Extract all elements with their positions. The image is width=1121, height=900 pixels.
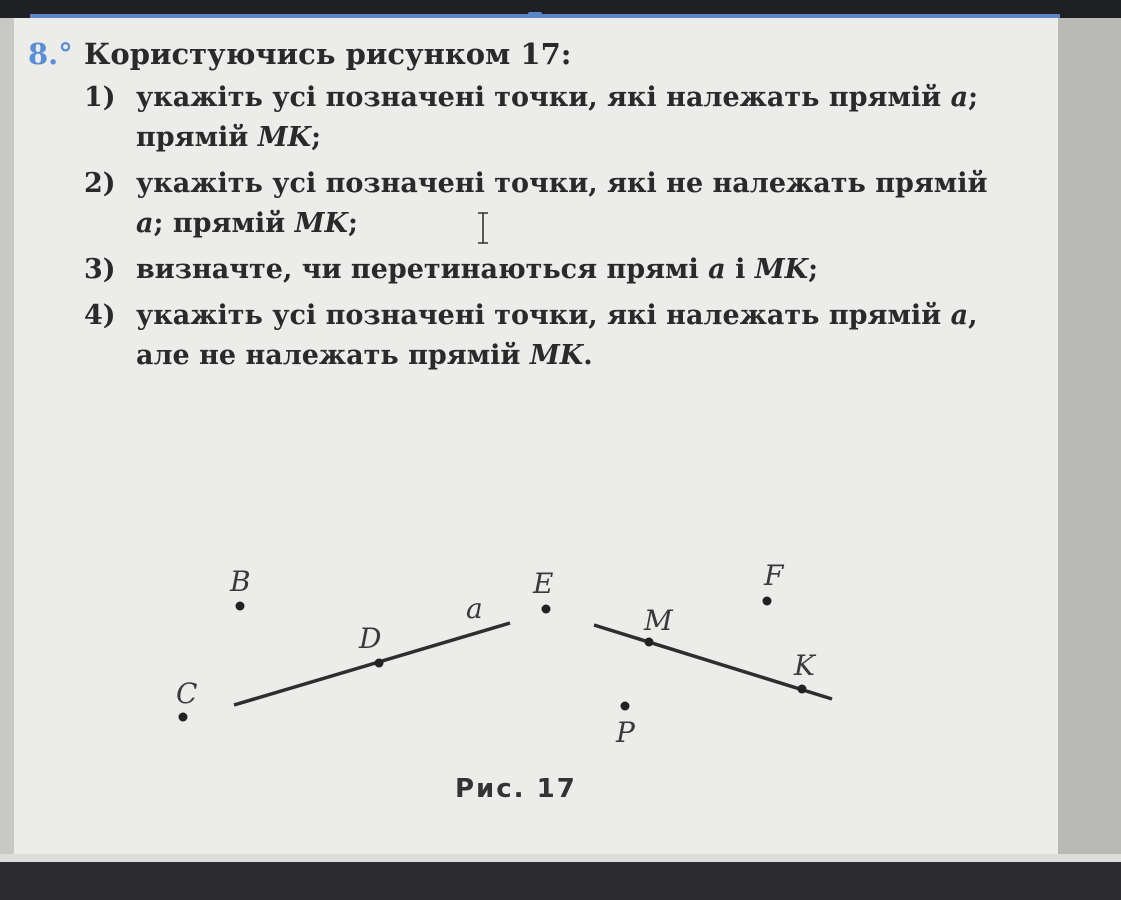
point-label-p: P [616,716,635,749]
line-name: a [136,208,154,239]
item-number: 1) [84,82,116,113]
point-label-f: F [764,559,784,592]
item-text: укажіть усі позначені точки, які не належать прямій [136,168,988,199]
item-text: укажіть усі позначені точки, які належать прямій [136,82,951,113]
point-p [621,702,630,711]
line-name: a [950,300,969,331]
point-label-e: E [533,567,554,600]
page-bottom-edge [0,854,1121,862]
point-label-m: M [644,604,673,637]
item-text: , але не належать прямій [136,300,978,371]
item-text: визначте, чи перетинаються прямі [136,254,709,285]
exercise-title: Користуючись рисунком 17: [84,37,572,71]
bottom-frame-bar [0,862,1121,900]
point-e [542,605,551,614]
line-name: a [950,82,969,113]
textbook-page [14,18,1058,854]
line-label-a: a [466,592,483,625]
point-label-c: C [176,677,198,710]
point-d [375,659,384,668]
item-text: укажіть усі позначені точки, які належать прямій [136,300,951,331]
line-name: MK [754,254,809,285]
exercise-number: 8.° [28,37,73,71]
item-text: ; прямій [136,82,979,153]
item-number: 3) [84,254,116,285]
figure-caption: Рис. 17 [455,774,577,804]
point-b [236,602,245,611]
point-label-b: B [230,565,251,598]
item-text: і [725,254,755,285]
line-name: a [708,254,726,285]
item-text: ; [808,254,819,285]
item-text: . [583,340,593,371]
point-label-d: D [359,622,382,655]
item-text: ; [347,208,358,239]
line-name: MK [294,208,348,239]
item-number: 4) [84,300,116,331]
point-k [798,685,807,694]
right-page-edge [1058,18,1121,860]
point-c [179,713,188,722]
item-number: 2) [84,168,116,199]
item-text: ; прямій [153,208,295,239]
point-f [763,597,772,606]
line-name: MK [529,340,584,371]
geometry-figure [14,18,1058,854]
left-page-edge [0,18,14,860]
point-m [645,638,654,647]
point-label-k: K [794,649,815,682]
line-name: MK [257,122,312,153]
item-text: ; [311,122,322,153]
